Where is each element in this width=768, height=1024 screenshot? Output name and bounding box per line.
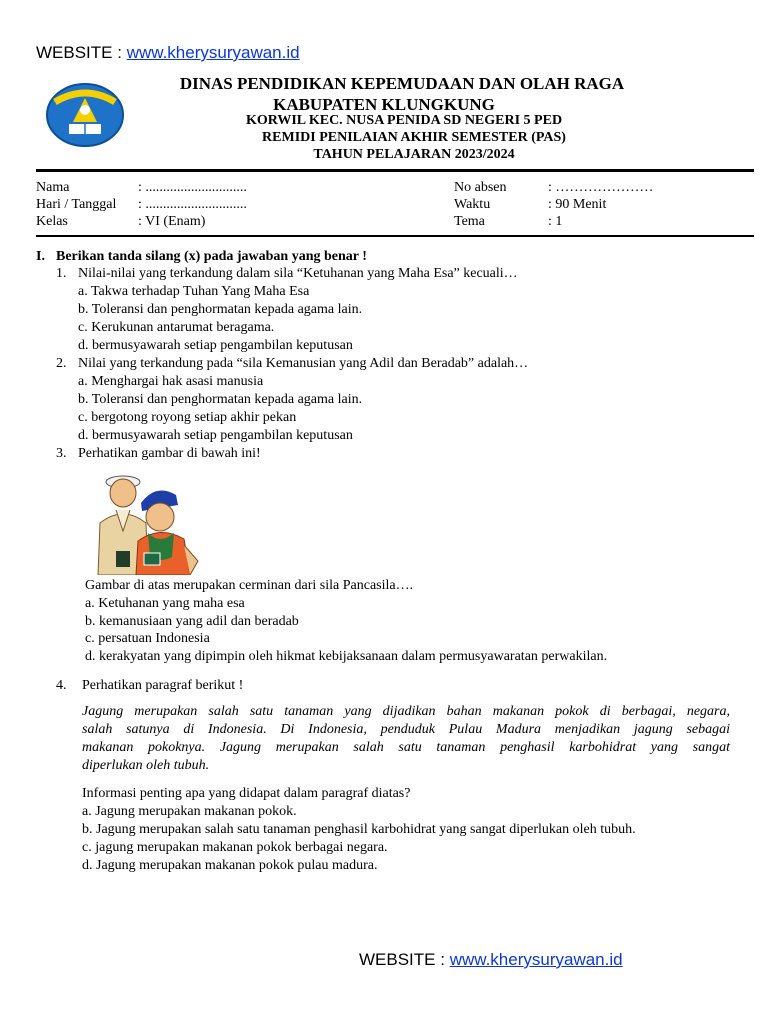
value-tema: : 1 (548, 214, 563, 229)
q4-option-c[interactable]: c. jagung merupakan makanan pokok berbagai negara. (82, 840, 388, 855)
website-link[interactable]: www.kherysuryawan.id (126, 43, 300, 62)
identity-left-labels (36, 179, 116, 230)
q3-option-c[interactable]: c. persatuan Indonesia (85, 631, 210, 646)
label-no-absen: No absen (454, 180, 507, 195)
q2-option-c[interactable]: c. bergotong royong setiap akhir pekan (78, 410, 297, 425)
q4-number: 4. (56, 678, 67, 693)
q1-option-a[interactable]: a. Takwa terhadap Tuhan Yang Maha Esa (78, 284, 310, 299)
q4-text: Perhatikan paragraf berikut ! (82, 678, 244, 693)
value-no-absen: : ………………… (548, 180, 654, 195)
q2-option-a[interactable]: a. Menghargai hak asasi manusia (78, 374, 264, 389)
q1-option-c[interactable]: c. Kerukunan antarumat beragama. (78, 320, 275, 335)
q3-number: 3. (56, 446, 67, 461)
q1-text: Nilai-nilai yang terkandung dalam sila “Ketuhanan yang Maha Esa” kecuali… (78, 266, 518, 281)
q3-option-b[interactable]: b. kemanusiaan yang adil dan beradab (85, 614, 299, 629)
label-kelas: Kelas (36, 214, 68, 229)
section-instruction: Berikan tanda silang (x) pada jawaban yang benar ! (56, 249, 367, 264)
q4-option-b[interactable]: b. Jagung merupakan salah satu tanaman penghasil karbohidrat yang sangat diperlukan oleh tubuh. (82, 822, 636, 837)
website-footer-link[interactable]: www.kherysuryawan.id (449, 950, 623, 969)
website-label: WEBSITE : (36, 43, 127, 62)
value-waktu: : 90 Menit (548, 197, 607, 212)
q3-option-d[interactable]: d. kerakyatan yang dipimpin oleh hikmat kebijaksanaan dalam permusyawaratan perwakilan. (85, 649, 608, 664)
website-footer-label: WEBSITE : (359, 950, 450, 969)
header-line3: KORWIL KEC. NUSA PENIDA SD NEGERI 5 PED (245, 113, 563, 128)
q4-option-d[interactable]: d. Jagung merupakan makanan pokok pulau madura. (82, 858, 378, 873)
q3-illustration (86, 465, 201, 575)
identity-left-values (138, 179, 247, 230)
website-header (36, 43, 300, 63)
identity-divider (36, 235, 754, 237)
q2-option-d[interactable]: d. bermusyawarah setiap pengambilan keputusan (78, 428, 353, 443)
website-footer (359, 950, 623, 970)
q1-number: 1. (56, 266, 67, 281)
q2-option-b[interactable]: b. Toleransi dan penghormatan kepada agama lain. (78, 392, 363, 407)
header-line5: TAHUN PELAJARAN 2023/2024 (313, 147, 515, 162)
q3-option-a[interactable]: a. Ketuhanan yang maha esa (85, 596, 245, 611)
q3-text: Perhatikan gambar di bawah ini! (78, 446, 261, 461)
section-number: I. (36, 249, 45, 264)
label-hari-tanggal: Hari / Tanggal (36, 197, 117, 212)
identity-right-labels (454, 179, 507, 230)
q3-followup: Gambar di atas merupakan cerminan dari sila Pancasila…. (85, 578, 414, 593)
identity-right-values (548, 179, 653, 230)
header-divider (36, 169, 754, 172)
value-kelas: : VI (Enam) (138, 214, 206, 229)
q4-paragraph-line3: makanan pokoknya. Jagung merupakan salah satu tanaman penghasil karbohidrat yang sangat (82, 740, 730, 755)
q1-option-b[interactable]: b. Toleransi dan penghormatan kepada agama lain. (78, 302, 363, 317)
q4-paragraph-line2: salah satunya di Indonesia. Di Indonesia, penduduk Pulau Madura menjadikan jagung sebagai (82, 722, 730, 737)
value-hari-tanggal: : ............................. (138, 197, 247, 212)
q4-paragraph-line4: diperlukan oleh tubuh. (82, 758, 210, 773)
label-tema: Tema (454, 214, 485, 229)
q1-option-d[interactable]: d. bermusyawarah setiap pengambilan keputusan (78, 338, 353, 353)
q4-option-a[interactable]: a. Jagung merupakan makanan pokok. (82, 804, 297, 819)
value-nama: : ............................. (138, 180, 247, 195)
header-line4: REMIDI PENILAIAN AKHIR SEMESTER (PAS) (262, 130, 566, 145)
label-nama: Nama (36, 180, 70, 195)
label-waktu: Waktu (454, 197, 491, 212)
header-line1: DINAS PENDIDIKAN KEPEMUDAAN DAN OLAH RAGA (179, 74, 625, 93)
q2-text: Nilai yang terkandung pada “sila Kemanusian yang Adil dan Beradab” adalah… (78, 356, 529, 371)
header-line2: KABUPATEN KLUNGKUNG (273, 95, 495, 114)
q2-number: 2. (56, 356, 67, 371)
q4-paragraph-line1: Jagung merupakan salah satu tanaman yang dijadikan bahan makanan pokok di berbagai, negara, (82, 704, 730, 719)
q4-followup: Informasi penting apa yang didapat dalam paragraf diatas? (82, 786, 411, 801)
